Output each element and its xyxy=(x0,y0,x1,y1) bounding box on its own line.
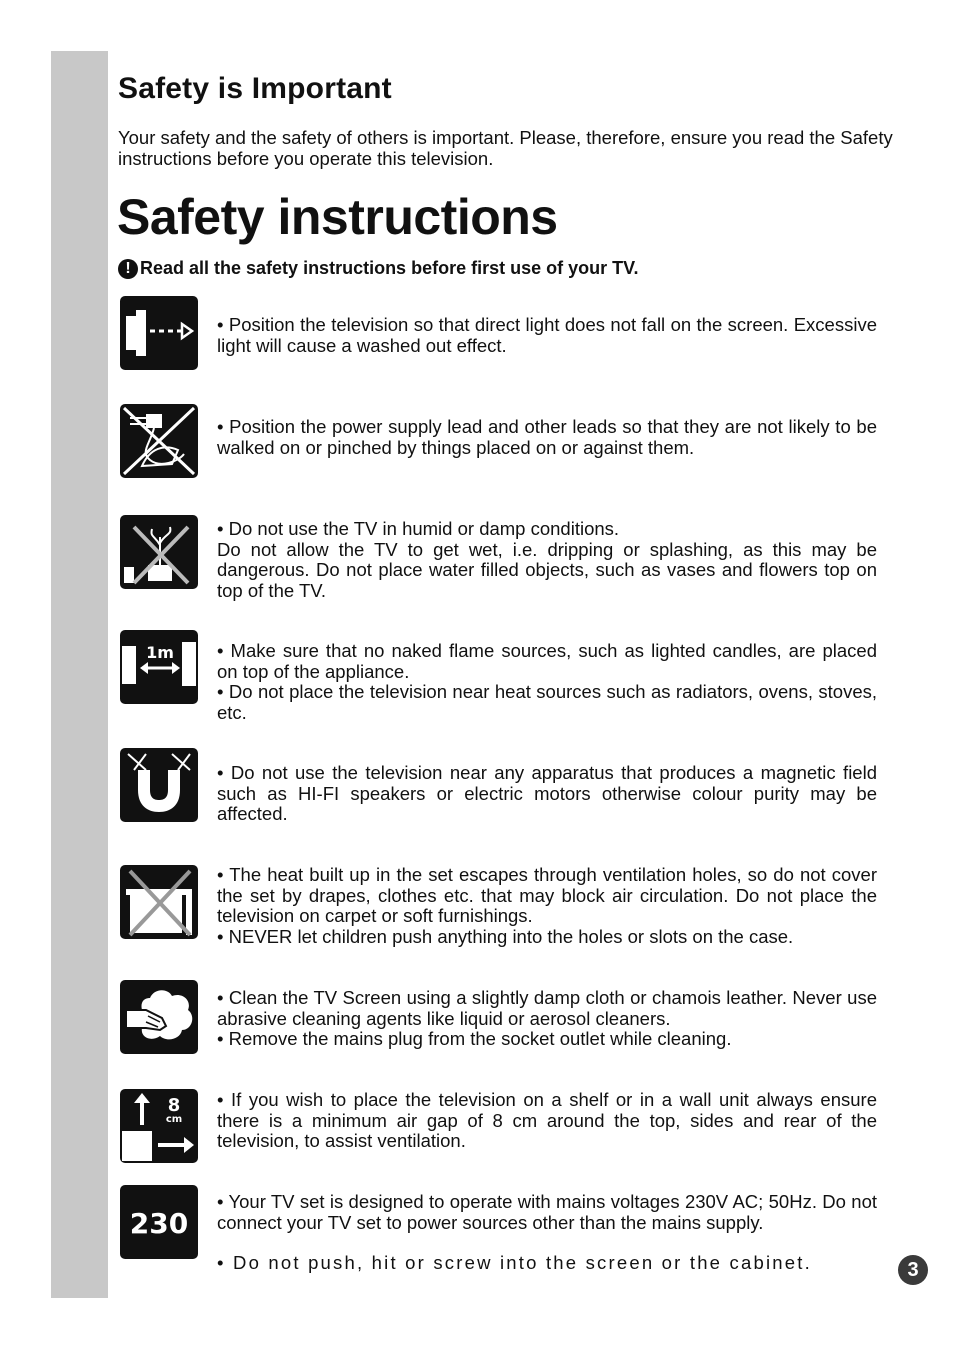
distance-label: 1m xyxy=(146,643,174,662)
heat-distance-icon xyxy=(120,630,198,704)
safety-item xyxy=(217,1090,877,1152)
intro-paragraph: Your safety and the safety of others is important. Please, therefore, ensure you read the Safety instructions before you operate this television. xyxy=(118,127,893,169)
no-cover-icon xyxy=(120,865,198,939)
safety-item-text: • Do not use the television near any apparatus that produces a magnetic field such as HI-FI speakers or electric motors otherwise colour purity may be affected. xyxy=(217,762,877,824)
section-subtitle: Safety is Important xyxy=(118,72,392,105)
power-lead-icon xyxy=(120,404,198,478)
voltage-icon xyxy=(120,1185,198,1259)
no-water-icon xyxy=(120,515,198,589)
direct-light-icon xyxy=(120,296,198,370)
safety-item-text: • Do not place the television near heat sources such as radiators, ovens, stoves, etc. xyxy=(217,681,877,723)
final-note: • Do not push, hit or screw into the screen or the cabinet. xyxy=(217,1252,812,1273)
safety-item-text: • Remove the mains plug from the socket outlet while cleaning. xyxy=(217,1028,732,1049)
warning-text: Read all the safety instructions before first use of your TV. xyxy=(140,258,639,278)
gap-value-label: 8 xyxy=(167,1095,181,1116)
safety-item-text: • Make sure that no naked flame sources, such as lighted candles, are placed on top of the appliance. xyxy=(217,640,877,682)
safety-item-text: • Your TV set is designed to operate with mains voltages 230V AC; 50Hz. Do not connect your TV set to power sources other than the mains supply. xyxy=(217,1191,877,1233)
safety-item-text: Do not allow the TV to get wet, i.e. dripping or splashing, as this may be dangerous. Do not place water filled objects, such as vases and flowers top on top of the TV. xyxy=(217,538,877,601)
exclamation-circle-icon: ! xyxy=(118,259,138,279)
safety-item-text: • If you wish to place the television on a shelf or in a wall unit always ensure there is a minimum air gap of 8 cm around the top, sides and rear of the television, to assist ventilation. xyxy=(217,1089,877,1151)
page-title: Safety instructions xyxy=(117,189,558,245)
safety-item-text: • Position the television so that direct light does not fall on the screen. Excessive light will cause a washed out effect. xyxy=(217,314,877,356)
safety-item xyxy=(217,988,877,1050)
safety-item xyxy=(217,641,877,723)
safety-item-text: • The heat built up in the set escapes through ventilation holes, so do not cover the set by drapes, clothes etc. that may block air circulation. Do not place the television on carpet or soft furnishings. xyxy=(217,864,877,926)
safety-item xyxy=(217,315,877,356)
cleaning-cloth-icon xyxy=(120,980,198,1054)
gap-unit-label: cm xyxy=(165,1114,183,1125)
warning-line xyxy=(118,258,638,279)
safety-item-text: • Clean the TV Screen using a slightly damp cloth or chamois leather. Never use abrasive cleaning agents like liquid or aerosol cleaners. xyxy=(217,987,877,1029)
safety-item xyxy=(217,519,877,601)
magnet-icon xyxy=(120,748,198,822)
air-gap-icon xyxy=(120,1089,198,1163)
voltage-label: 230 xyxy=(129,1207,189,1240)
safety-item xyxy=(217,865,877,947)
safety-item-text: • Do not use the TV in humid or damp conditions. xyxy=(217,518,620,539)
side-bar xyxy=(51,51,108,1298)
safety-item xyxy=(217,417,877,458)
safety-item-text: • NEVER let children push anything into the holes or slots on the case. xyxy=(217,925,794,947)
page-number: 3 xyxy=(898,1255,928,1285)
safety-item xyxy=(217,763,877,825)
safety-item-text: • Position the power supply lead and other leads so that they are not likely to be walked on or pinched by things placed on or against them. xyxy=(217,416,877,458)
safety-item xyxy=(217,1192,877,1233)
